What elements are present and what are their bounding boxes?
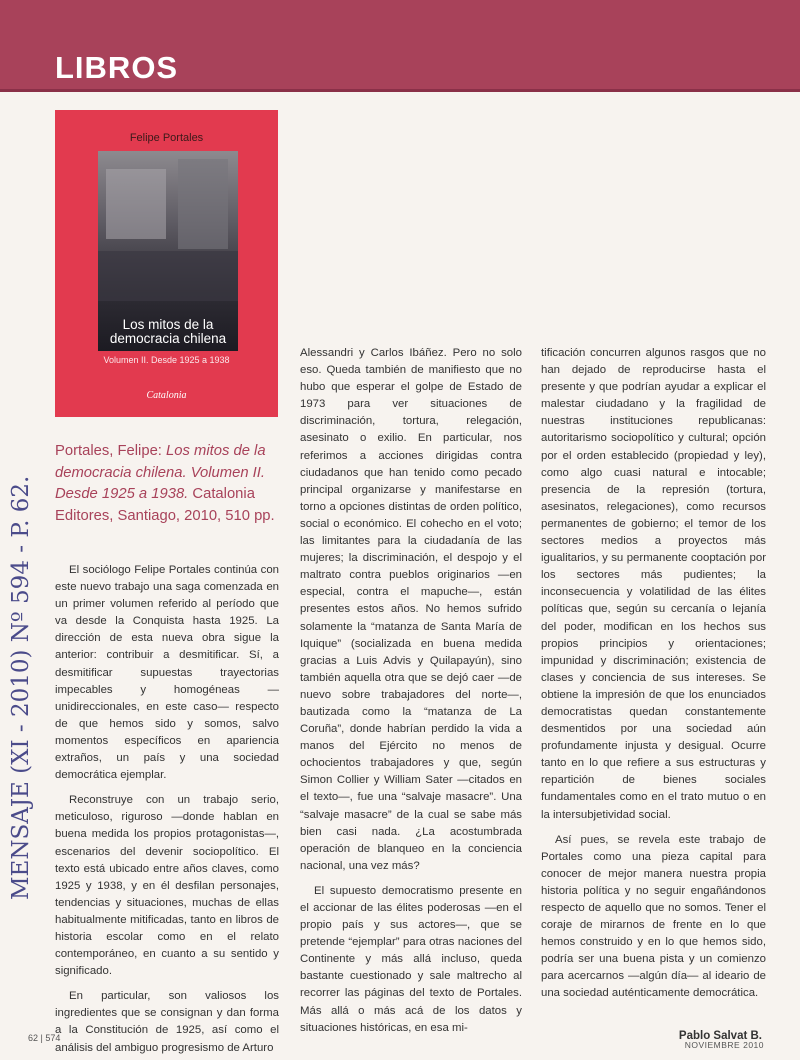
paragraph: En particular, son valiosos los ingredientes que se consignan y dan forma a la Constitución de 1925, así como el análisis del ambiguo progresismo de Arturo xyxy=(55,990,279,1054)
cover-publisher: Catalonia xyxy=(146,390,187,401)
book-ref-title: Los mitos de la democracia chilena. Volumen II. Desde 1925 a 1938. xyxy=(55,443,266,502)
issue-date: NOVIEMBRE 2010 xyxy=(684,1040,764,1050)
cover-title: Los mitos de la democracia chilena xyxy=(109,317,227,346)
book-ref-author: Portales, Felipe: xyxy=(55,443,162,459)
page-folio: 62 | 574 xyxy=(28,1033,61,1043)
handwritten-annotation-wrap xyxy=(8,475,48,910)
paragraph: El sociólogo Felipe Portales continúa con este nuevo trabajo una saga comenzada en un primer volumen referido al período que va desde la Conquista hasta 1925. La dirección de esta nueva obra sigue la anterior: contribuir a desmitificar. Sí, a desmitificar supuestas trayectorias impecables y homogéneas —unidireccionales, en este caso— respecto de que hemos sido y somos, salvo momentos específicos en apariencia extraños, un país y una sociedad democrática ejemplar. xyxy=(55,564,279,782)
paragraph: Así pues, se revela este trabajo de Portales como una pieza capital para conocer de mejor manera nuestra propia historia política y no seguir engañándonos respecto de aquello que no somos. Tener el coraje de mirarnos de frente en lo que hemos construido y en lo que hemos sido, podría ser una buena pista y un comienzo para acercarnos —algún día— al ideario de una sociedad auténticamente democrática. xyxy=(541,833,766,1000)
paragraph: tificación concurren algunos rasgos que no han dejado de reproducirse hasta el presente y que podrían ayudar a explicar el malestar ciudadano y la fragilidad de nuestras instituciones republicanas: autoritarismo sociopolítico y cultural; opción por el orden establecido (propiedad y ley), como algo cuasi natural e intocable; presencia de la represión (tortura, asesinatos, relegaciones), como recursos permanentes de gobierno; el temor de los sectores medios a proyectos más igualitarios, y su permanente cooptación por los sectores más pudientes; la inconsecuencia y volatilidad de las élites políticas que, según su cercanía o lejanía del poder, modifican en los hechos sus propios principios y orientaciones; impunidad y discriminación; existencia de clases y conciencia de sus intereses. Se obtiene la impresión de que los enunciados democratistas quedan constantemente desmentidos por una sociedad aún profundamente injusta y desigual. Ocurre tanto en lo que refiere a sus estructuras y repartición de bienes sociales fundamentales como en el trato mutuo o en la intersubjetividad social. xyxy=(541,347,766,821)
paragraph: Alessandri y Carlos Ibáñez. Pero no solo eso. Queda también de manifiesto que no hubo que esperar el golpe de Estado de 1973 para ver situaciones de discriminación, tortura, relegación, asesinato o exilio. En particular, nos referimos a acciones dirigidas contra ciudadanos que han tenido como pecado principal organizarse y manifestarse en torno a opciones distintas de orden político, social o económico. El cohecho en el voto; las limitantes para la ciudadanía de las mujeres; la discriminación, el despojo y el maltrato contra pueblos originarios —en especial, contra el mapuche—, están presentes estos años. No hemos sufrido solamente la “matanza de Santa María de Iquique” (socializada en buena medida gracias a Luis Advis y Quilapayún), sino también aquella otra que se dejó caer —de nuevo sobre trabajadores del norte—, bautizada como la “matanza de La Coruña”, donde habrían perdido la vida a manos del Ejército no menos de ochocientos trabajadores y que, según Simon Collier y William Sater —citados en el texto—, fue una “salvaje masacre”. Una “salvaje masacre” de la cual se sabe más bien casi nada. ¿La acostumbrada operación de blanqueo en la conciencia nacional, una vez más? xyxy=(300,347,522,872)
article-column-3 xyxy=(541,345,766,1003)
handwritten-annotation: MENSAJE (XI - 2010) Nº 594 - P. 62. xyxy=(8,475,34,900)
article-column-1 xyxy=(55,562,279,1057)
paragraph: Reconstruye con un trabajo serio, meticuloso, riguroso —donde hablan en buena medida los propios protagonistas—, escenarios del devenir sociopolítico. El texto está ubicado entre años claves, como 1925 y 1938, y en él desfilan personajes, tendencias y situaciones, muchas de ellas habitualmente mitificadas, tanto en libros de historia escolar como en el relato contemporáneo, en cuanto a su sentido y significado. xyxy=(55,794,279,978)
book-cover xyxy=(55,110,278,417)
header-rule xyxy=(0,89,800,92)
book-reference xyxy=(55,441,283,527)
header-band xyxy=(0,0,800,92)
cover-author: Felipe Portales xyxy=(129,132,204,144)
article-signature: Pablo Salvat B. xyxy=(678,1030,762,1042)
section-title: LIBROS xyxy=(55,50,179,85)
cover-subtitle: Volumen II. Desde 1925 a 1938 xyxy=(103,355,230,365)
paragraph: El supuesto democratismo presente en el accionar de las élites poderosas —en el propio país y sus actores—, que se pretende “ejemplar” para otras naciones del Continente y más allá incluso, queda bastante cuestionado y sale maltrecho al recorrer las páginas del texto de Portales. Más allá o más acá de los datos y situaciones históricas, en esa mi- xyxy=(300,884,522,1034)
book-ref-publication: Catalonia Editores, Santiago, 2010, 510 pp. xyxy=(55,486,275,524)
article-column-2 xyxy=(300,345,522,1037)
